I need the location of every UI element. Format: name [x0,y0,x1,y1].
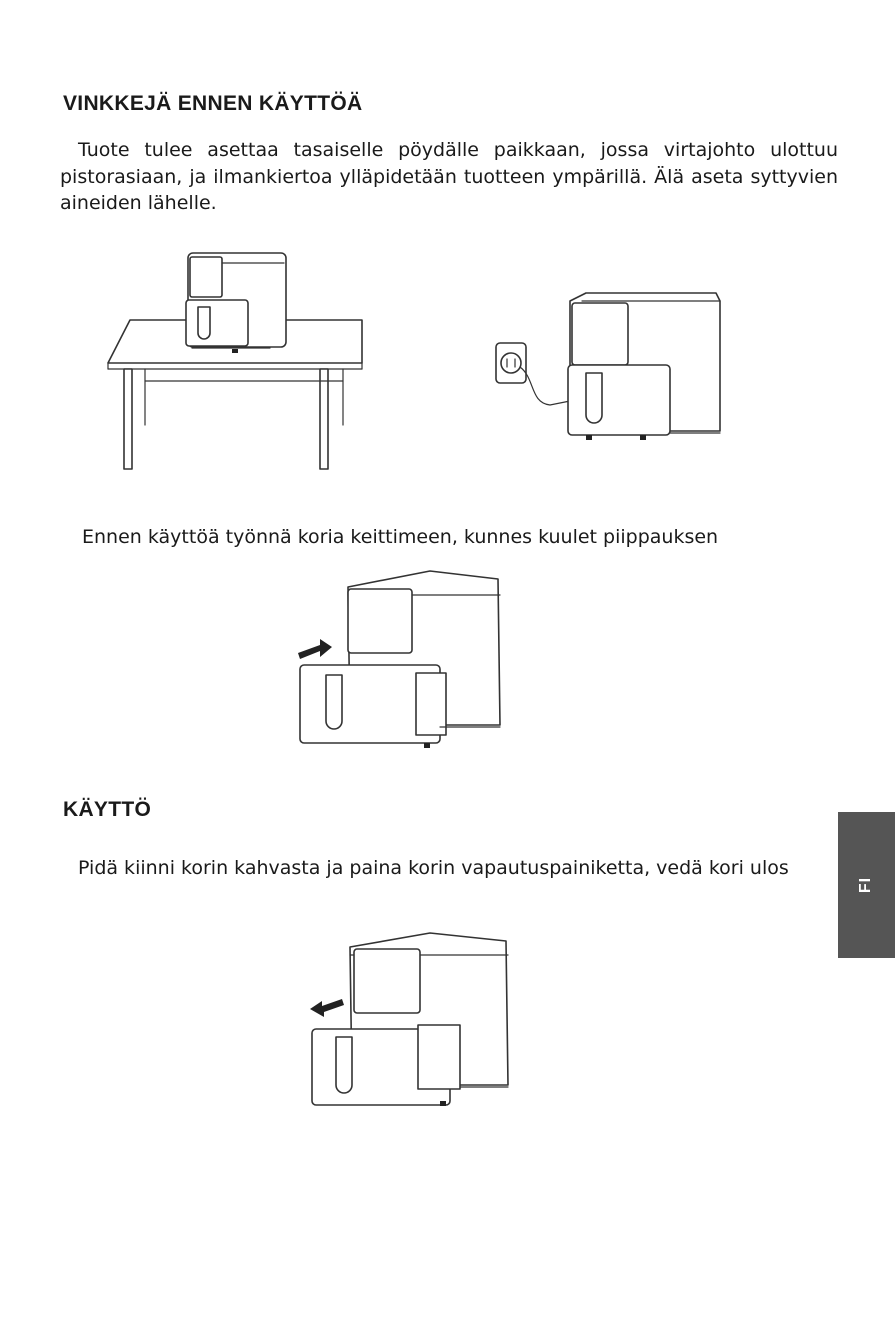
section-heading-usage: KÄYTTÖ [63,798,152,821]
airfryer-plugged-in-illustration [490,283,725,458]
basket-push-in-illustration [290,565,515,750]
pull-basket-instruction: Pidä kiinni korin kahvasta ja paina korin vapautuspainiketta, vedä kori ulos [78,857,789,879]
section-heading-tips: VINKKEJÄ ENNEN KÄYTTÖÄ [63,92,363,115]
language-tab-label: FI [857,876,875,894]
language-tab [838,812,895,958]
basket-pull-out-illustration [300,925,520,1110]
push-basket-instruction: Ennen käyttöä työnnä koria keittimeen, kunnes kuulet piippauksen [82,526,719,548]
airfryer-on-table-illustration [100,245,370,475]
tips-paragraph: Tuote tulee asettaa tasaiselle pöydälle paikkaan, jossa virtajohto ulottuu pistorasiaan, ja ilmankiertoa ylläpidetään tuotteen ympärillä. Älä aseta syttyvien aineiden lähelle. [60,139,838,214]
